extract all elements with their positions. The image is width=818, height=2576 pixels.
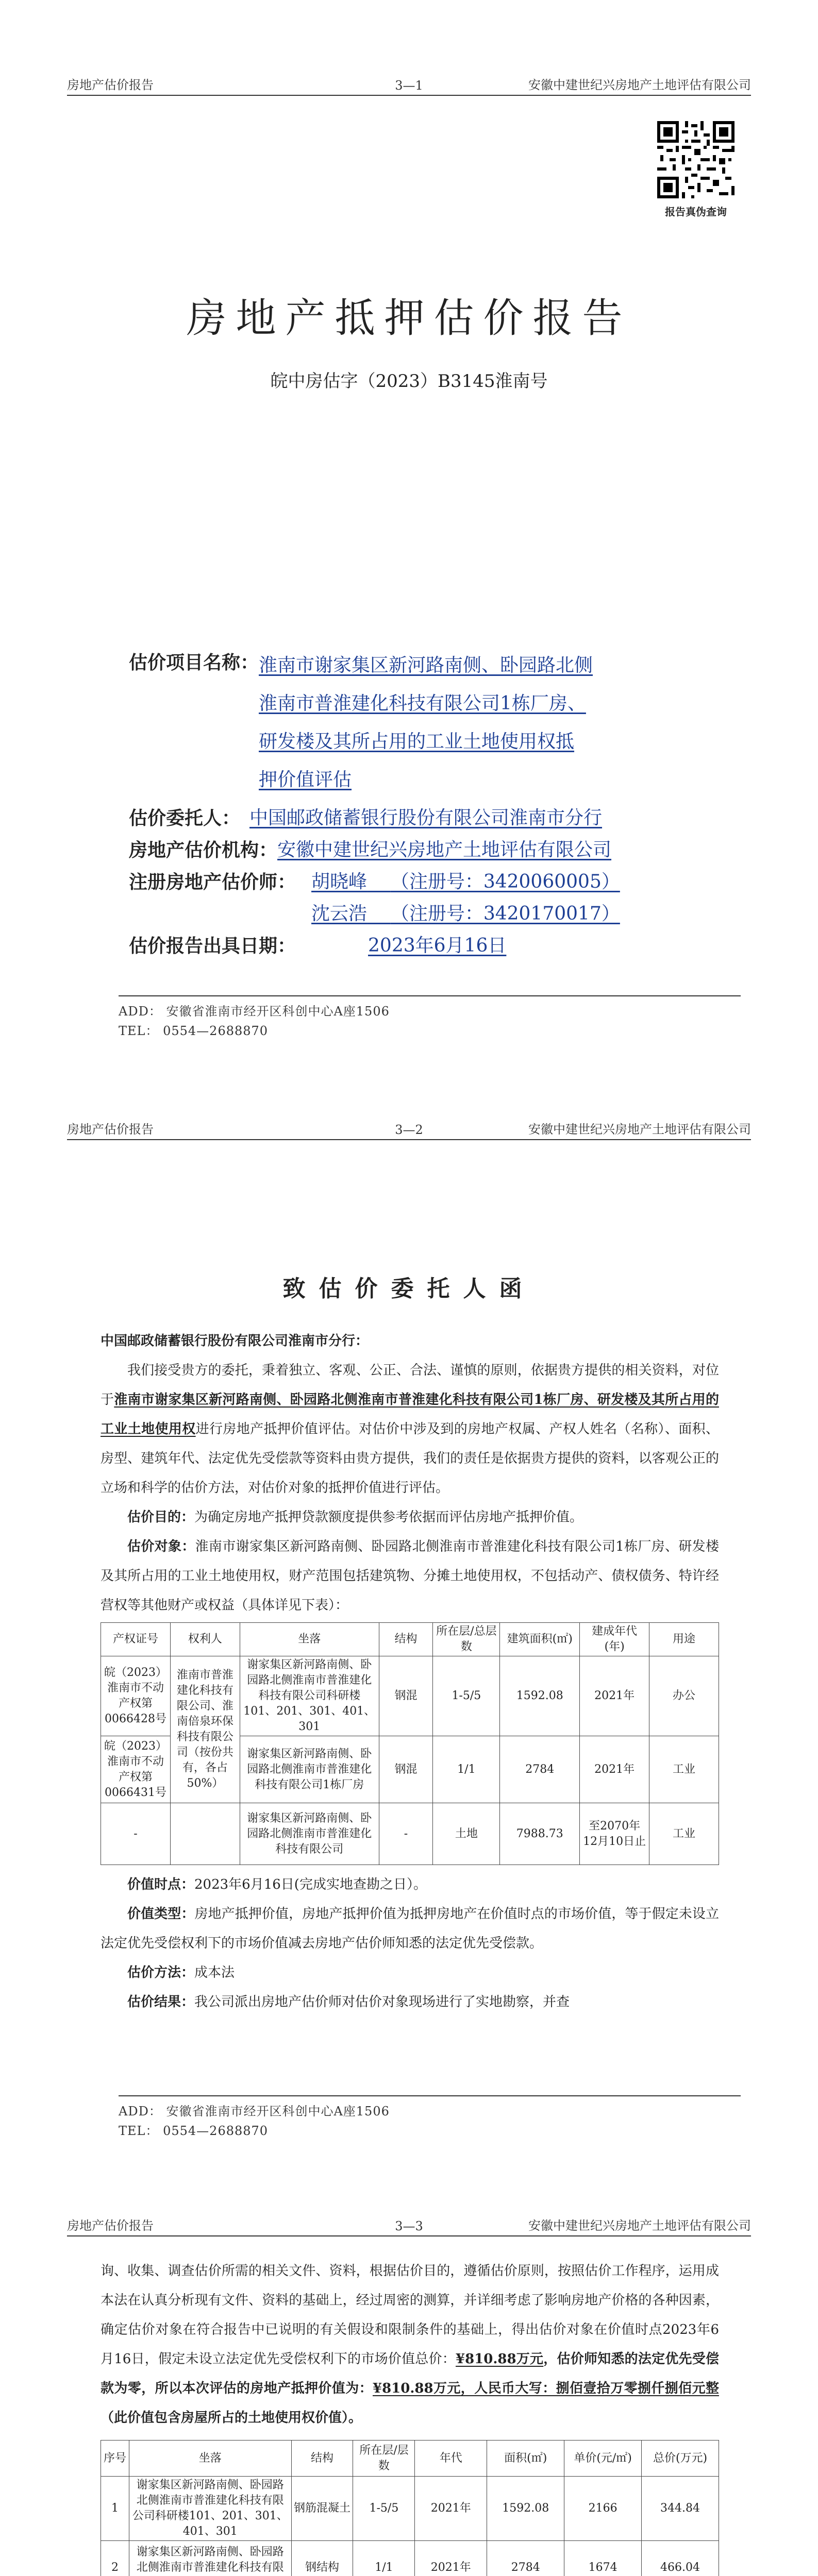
project-name-label: 估价项目名称： bbox=[129, 652, 259, 673]
table-cell: 皖（2023）淮南市不动产权第0066431号 bbox=[101, 1736, 171, 1803]
table-row bbox=[101, 1656, 719, 1736]
project-name-line: 淮南市谢家集区新河路南侧、卧园路北侧 bbox=[259, 655, 593, 676]
header-page-number: 3—2 bbox=[395, 1123, 423, 1137]
table-header-cell: 结构 bbox=[291, 2441, 353, 2477]
appraiser-2 bbox=[296, 898, 620, 930]
letter-intro-object: 淮南市谢家集区新河路南侧、卧园路北侧淮南市普淮建化科技有限公司1栋厂房、研发楼及其所占用的工业土地使用权 bbox=[101, 1392, 719, 1437]
value-date-paragraph bbox=[101, 1870, 719, 1900]
table-header-cell: 权利人 bbox=[170, 1623, 240, 1656]
table-cell: 1592.08 bbox=[487, 2477, 564, 2541]
market-value: ¥810.88万元 bbox=[455, 2351, 544, 2367]
table-cell: 1 bbox=[101, 2477, 129, 2541]
appraiser-2-number: （注册号：3420170017） bbox=[390, 903, 620, 924]
table-header-cell: 单价(元/㎡) bbox=[564, 2441, 642, 2477]
table-cell: 钢结构 bbox=[291, 2541, 353, 2576]
page-header bbox=[67, 2218, 751, 2236]
table-cell: 344.84 bbox=[642, 2477, 719, 2541]
table-header-cell: 年代 bbox=[415, 2441, 487, 2477]
project-name-row bbox=[129, 647, 722, 799]
mortgage-value: ¥810.88万元，人民币大写：捌佰壹拾万零捌仟捌佰元整 bbox=[373, 2381, 719, 2396]
table-row bbox=[101, 2541, 719, 2576]
table-header-cell: 所在层/总层数 bbox=[433, 1623, 500, 1656]
appraiser-1-number: （注册号：3420060005） bbox=[390, 871, 620, 892]
table-cell: 钢筋混凝土 bbox=[291, 2477, 353, 2541]
table-cell: 谢家集区新河路南侧、卧园路北侧淮南市普淮建化科技有限公司1栋厂房 bbox=[240, 1736, 379, 1803]
table-cell: 钢混 bbox=[379, 1656, 433, 1736]
report-number: 皖中房估字（2023）B3145淮南号 bbox=[270, 371, 548, 392]
table-cell: 2166 bbox=[564, 2477, 642, 2541]
value-date-label: 价值时点： bbox=[127, 1877, 195, 1892]
table-cell: 谢家集区新河路南侧、卧园路北侧淮南市普淮建化科技有限 bbox=[129, 2541, 291, 2576]
table-cell: 1-5/5 bbox=[433, 1656, 500, 1736]
table-cell: 工业 bbox=[649, 1736, 719, 1803]
footer-address: ADD： 安徽省淮南市经开区科创中心A座1506 bbox=[119, 1004, 390, 1019]
qr-code[interactable] bbox=[657, 121, 734, 218]
table-cell: 淮南市普淮建化科技有限公司、淮南倍泉环保科技有限公司（按份共有，各占50%） bbox=[170, 1656, 240, 1803]
table-cell: 钢混 bbox=[379, 1736, 433, 1803]
object-label: 估价对象： bbox=[127, 1539, 195, 1554]
object-text: 淮南市谢家集区新河路南侧、卧园路北侧淮南市普淮建化科技有限公司1栋厂房、研发楼及其所占用的工业土地使用权，财产范围包括建筑物、分摊土地使用权，不包括动产、债权债务、特许经营权等其他财产或权益（具体详见下表）： bbox=[101, 1539, 719, 1613]
object-paragraph bbox=[101, 1532, 719, 1620]
value-date-text: 2023年6月16日(完成实地查勘之日）。 bbox=[194, 1877, 427, 1892]
valuation-table bbox=[101, 2440, 719, 2576]
valuation-table-header bbox=[101, 2441, 719, 2477]
table-cell: - bbox=[379, 1803, 433, 1865]
value-note: （此价值包含房屋所占的土地使用权价值）。 bbox=[101, 2410, 362, 2426]
table-header-cell: 坐落 bbox=[129, 2441, 291, 2477]
header-page-number: 3—1 bbox=[395, 78, 423, 93]
letter-addressee: 中国邮政储蓄银行股份有限公司淮南市分行： bbox=[101, 1333, 369, 1349]
project-name-line: 研发楼及其所占用的工业土地使用权抵 bbox=[259, 731, 575, 752]
agency-label: 房地产估价机构： bbox=[129, 839, 278, 861]
header-company: 安徽中建世纪兴房地产土地评估有限公司 bbox=[528, 1122, 751, 1137]
table-cell: 谢家集区新河路南侧、卧园路北侧淮南市普淮建化科技有限公司 bbox=[240, 1803, 379, 1865]
table-header-cell: 坐落 bbox=[240, 1623, 379, 1656]
report-date-label: 估价报告出具日期： bbox=[129, 935, 296, 957]
header-page-number: 3—3 bbox=[395, 2219, 423, 2233]
agency-value: 安徽中建世纪兴房地产土地评估有限公司 bbox=[277, 839, 612, 860]
table-header-cell: 序号 bbox=[101, 2441, 129, 2477]
purpose-label: 估价目的： bbox=[127, 1510, 195, 1525]
header-report-type: 房地产估价报告 bbox=[67, 2218, 154, 2233]
appraiser-2-row bbox=[129, 898, 722, 930]
result-continued bbox=[101, 2257, 719, 2433]
footer-address: ADD： 安徽省淮南市经开区科创中心A座1506 bbox=[119, 2104, 390, 2119]
table-header-cell: 面积(㎡) bbox=[487, 2441, 564, 2477]
footer-tel: TEL： 0554—2688870 bbox=[119, 1024, 269, 1038]
method-paragraph bbox=[101, 1958, 719, 1988]
result-label: 估价结果： bbox=[127, 1994, 195, 2010]
client-row bbox=[129, 802, 722, 834]
header-company: 安徽中建世纪兴房地产土地评估有限公司 bbox=[528, 78, 751, 92]
table-cell: 谢家集区新河路南侧、卧园路北侧淮南市普淮建化科技有限公司科研楼101、201、301、401、301 bbox=[129, 2477, 291, 2541]
letter-intro-rest: 进行房地产抵押价值评估。对估价中涉及到的房地产权属、产权人姓名（名称）、面积、房型、建筑年代、法定优先受偿款等资料由贵方提供，我们的责任是依据贵方提供的资料，以客观公正的立场和科学的估价方法，对估价对象的抵押价值进行评估。 bbox=[101, 1421, 719, 1496]
table-cell: 1592.08 bbox=[500, 1656, 580, 1736]
appraiser-row bbox=[129, 866, 722, 898]
header-report-type: 房地产估价报告 bbox=[67, 78, 154, 92]
letter-intro-text: 我们接受贵方的委托，秉着独立、客观、公正、合法、谨慎的原则，依据贵方提供的相关资料，对位于 bbox=[101, 1363, 719, 1408]
purpose-paragraph bbox=[101, 1503, 719, 1532]
page-letter bbox=[0, 1100, 818, 2200]
table-cell bbox=[170, 1803, 240, 1865]
purpose-text: 为确定房地产抵押贷款额度提供参考依据而评估房地产抵押价值。 bbox=[194, 1510, 583, 1525]
table-header-cell: 建筑面积(㎡) bbox=[500, 1623, 580, 1656]
letter-body bbox=[101, 1327, 719, 2017]
table-cell: 1/1 bbox=[433, 1736, 500, 1803]
report-date-value: 2023年6月16日 bbox=[368, 935, 507, 956]
letter-title: 致估价委托人函 bbox=[282, 1276, 536, 1302]
method-label: 估价方法： bbox=[127, 1965, 195, 1980]
table-cell: 至2070年12月10日止 bbox=[580, 1803, 649, 1865]
page-footer bbox=[119, 2095, 741, 2141]
property-table bbox=[101, 1622, 719, 1865]
footer-tel: TEL： 0554—2688870 bbox=[119, 2124, 269, 2138]
table-cell: 1-5/5 bbox=[353, 2477, 415, 2541]
table-cell: 皖（2023）淮南市不动产权第0066428号 bbox=[101, 1656, 171, 1736]
page-results bbox=[0, 2200, 818, 2576]
table-header-cell: 建成年代(年) bbox=[580, 1623, 649, 1656]
result-continued-text: 询、收集、调查估价所需的相关文件、资料，根据估价目的，遵循估价原则，按照估价工作程序，运用成本法在认真分析现有文件、资料的基础上，经过周密的测算，并详细考虑了影响房地产价格的各种因素，确定估价对象在符合报告中已说明的有关假设和限制条件的基础上，得出估价对象在价值时点2023年6月16日，假定未设立法定优先受偿权利下的市场价值总价： bbox=[101, 2263, 719, 2367]
value-type-paragraph bbox=[101, 1900, 719, 1958]
table-cell: 办公 bbox=[649, 1656, 719, 1736]
table-header-cell: 用途 bbox=[649, 1623, 719, 1656]
client-label: 估价委托人： bbox=[129, 807, 241, 829]
table-cell: - bbox=[101, 1803, 171, 1865]
table-cell: 1674 bbox=[564, 2541, 642, 2576]
appraiser-1 bbox=[296, 866, 620, 898]
value-type-text: 房地产抵押价值，房地产抵押价值为抵押房地产在价值时点的市场价值，等于假定未设立法定优先受偿权利下的市场价值减去房地产估价师知悉的法定优先受偿款。 bbox=[101, 1906, 719, 1951]
method-text: 成本法 bbox=[194, 1965, 235, 1980]
table-header-cell: 总价(万元) bbox=[642, 2441, 719, 2477]
table-cell: 2 bbox=[101, 2541, 129, 2576]
project-name-line: 押价值评估 bbox=[259, 769, 352, 790]
results-body bbox=[101, 2257, 719, 2576]
client-value: 中国邮政储蓄银行股份有限公司淮南市分行 bbox=[249, 807, 603, 828]
page-footer bbox=[119, 995, 741, 1041]
result-text: 我公司派出房地产估价师对估价对象现场进行了实地勘察，并查 bbox=[194, 1994, 570, 2010]
table-cell: 谢家集区新河路南侧、卧园路北侧淮南市普淮建化科技有限公司科研楼101、201、301、401、301 bbox=[240, 1656, 379, 1736]
header-company: 安徽中建世纪兴房地产土地评估有限公司 bbox=[528, 2218, 751, 2233]
header-report-type: 房地产估价报告 bbox=[67, 1122, 154, 1137]
page-cover bbox=[0, 0, 818, 1100]
table-cell: 1/1 bbox=[353, 2541, 415, 2576]
table-cell: 2021年 bbox=[580, 1736, 649, 1803]
table-header-cell: 产权证号 bbox=[101, 1623, 171, 1656]
table-cell: 2021年 bbox=[580, 1656, 649, 1736]
qr-code-icon bbox=[657, 121, 734, 198]
table-cell: 2784 bbox=[487, 2541, 564, 2576]
report-date-row bbox=[129, 930, 722, 962]
project-name-value bbox=[259, 647, 593, 799]
agency-row bbox=[129, 834, 722, 866]
table-header-cell: 所在层/层数 bbox=[353, 2441, 415, 2477]
page-header bbox=[67, 77, 751, 96]
value-type-label: 价值类型： bbox=[127, 1906, 195, 1922]
table-cell: 7988.73 bbox=[500, 1803, 580, 1865]
appraiser-2-name: 沈云浩 bbox=[311, 903, 368, 924]
table-cell: 2021年 bbox=[415, 2477, 487, 2541]
table-cell: 2021年 bbox=[415, 2541, 487, 2576]
property-table-header bbox=[101, 1623, 719, 1656]
table-header-cell: 结构 bbox=[379, 1623, 433, 1656]
page-header bbox=[67, 1122, 751, 1140]
qr-code-label: 报告真伪查询 bbox=[665, 206, 727, 218]
result-paragraph bbox=[101, 1988, 719, 2017]
project-name-line: 淮南市普淮建化科技有限公司1栋厂房、 bbox=[259, 693, 586, 714]
table-cell: 土地 bbox=[433, 1803, 500, 1865]
appraiser-1-name: 胡晓峰 bbox=[311, 871, 368, 892]
priority-text: ，估价师知悉的法定优先受偿款为零，所以本次评估的房地产抵押价值为： bbox=[101, 2351, 719, 2396]
table-cell: 工业 bbox=[649, 1803, 719, 1865]
table-cell: 2784 bbox=[500, 1736, 580, 1803]
cover-info bbox=[129, 647, 722, 962]
table-row bbox=[101, 1803, 719, 1865]
table-row bbox=[101, 2477, 719, 2541]
table-cell: 466.04 bbox=[642, 2541, 719, 2576]
report-title: 房地产抵押估价报告 bbox=[186, 295, 632, 342]
letter-intro bbox=[101, 1356, 719, 1503]
appraiser-label: 注册房地产估价师： bbox=[129, 871, 296, 893]
